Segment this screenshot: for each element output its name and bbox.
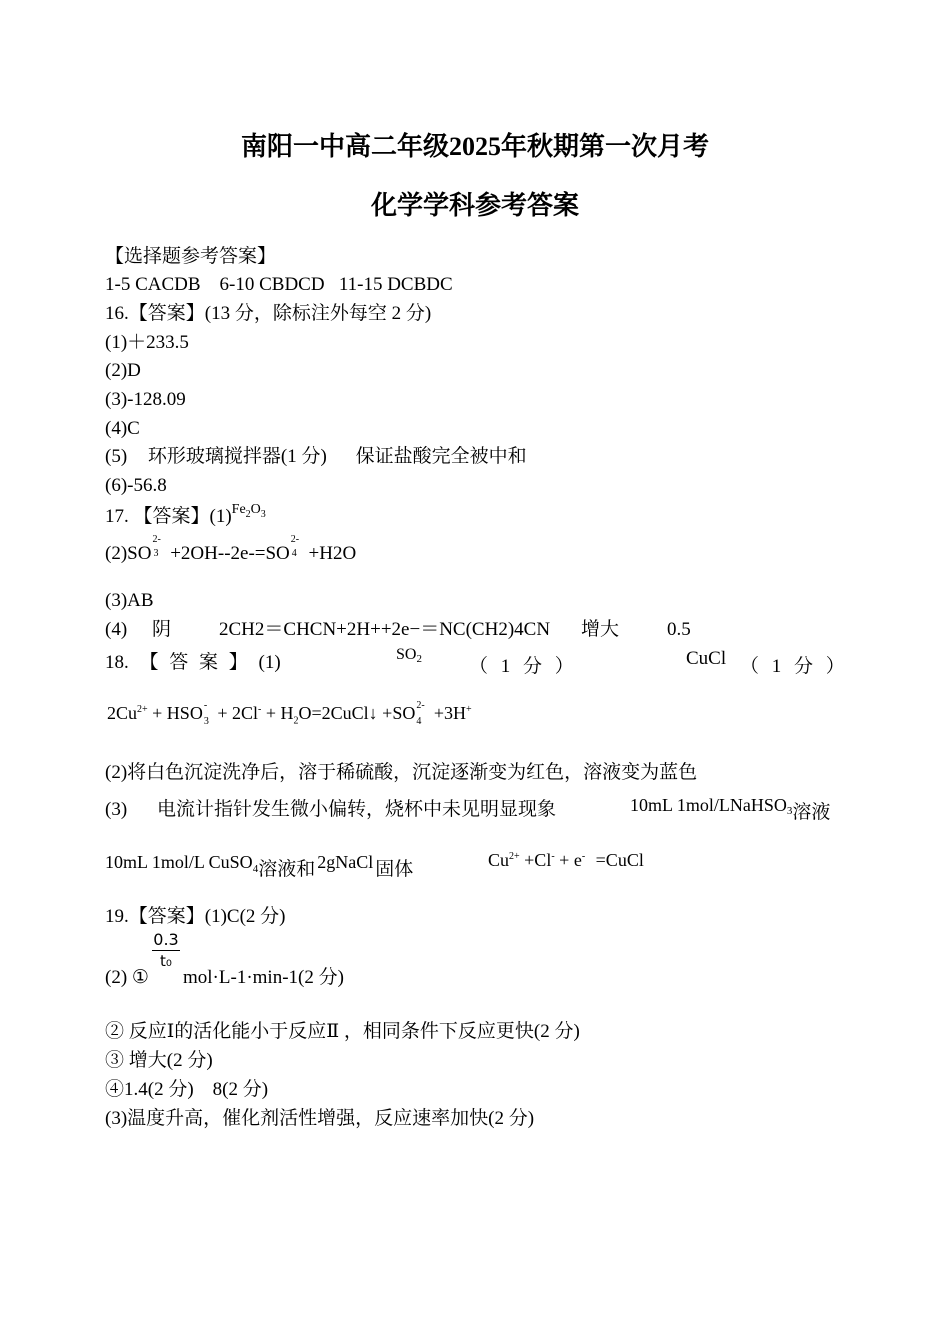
ee-sup2: - [551,851,555,862]
q18-solution-1 [630,790,831,823]
ee-sup3: - [581,851,586,862]
q18-equation [107,700,472,727]
q17-a4-value: 0.5 [667,619,691,640]
sol2-subscript: 4 [252,863,259,875]
sol1-text: 10mL 1mol/LNaHSO [630,795,787,815]
o-subscript: 3 [260,509,266,520]
eq-ion-so4 [415,700,429,727]
q19-answer-3: (3)温度升高，催化剂活性增强，反应速率加快(2 分) [105,1108,535,1129]
eq-sup5: 2- [416,700,425,711]
q19-answer-2-part4: ④1.4(2 分) 8(2 分) [105,1079,269,1100]
sol2-tail: 溶液和 [258,859,316,880]
q17-answer-1-formula [231,502,266,520]
q17-answer-3: (3)AB [105,590,154,611]
q18-points-1: （ 1 分 ） [469,656,574,677]
q17-answer-4 [105,618,127,642]
eq-part6: +3H [429,703,466,723]
q17-a4-pole: 阴 [152,619,172,640]
q18-answer-3-num: (3) [105,799,128,820]
eq-sup3: - [258,704,262,715]
q17-a2-sub1: 3 [153,548,159,559]
q16-answer-5 [105,445,527,469]
eq-part1: 2Cu [107,703,138,723]
o-text: O [250,502,261,517]
eq-sub4: 2 [293,715,299,727]
q19-answer-2-part2: ② 反应Ⅰ的活化能小于反应Ⅱ ，相同条件下反应更快(2 分) [105,1021,580,1042]
q18-points-2: （ 1 分 ） [740,656,845,677]
page-subtitle: 化学学科参考答案 [370,191,579,220]
q16-answer-6: (6)-56.8 [105,475,167,496]
eq-sub2: 3 [203,716,209,727]
q17-a2-sub2: 4 [291,548,297,559]
sol1-tail: 溶液 [792,802,831,823]
q17-a2-part1: (2)SO [105,543,152,564]
q16-answer-1: (1)＋233.5 [105,332,189,353]
eq-part3: + 2Cl [212,703,258,723]
q17-a2-sup2: 2- [290,534,300,545]
so2-text: SO [396,646,417,663]
q16-answer-2: (2)D [105,360,141,381]
q17-a2-part3: +H2O [308,543,357,564]
ee-part2: +Cl [519,850,552,870]
eq-ion-hso3 [203,700,213,727]
eq-part5: O=2CuCl↓ +SO [298,703,416,723]
q18-solution-2 [105,847,414,880]
q17-a4-num: (4) [105,619,128,640]
q17-a4-equation: 2CH2＝CHCN+2H++2e−＝NC(CH2)4CN [219,619,551,640]
eq-sup6: + [465,704,472,715]
sol2-text: 10mL 1mol/L CuSO [105,852,253,872]
q19-answer-2-prefix: (2) ① [105,967,149,988]
nacl-text: 2gNaCl [317,852,374,872]
q18-answer-3-text: 电流计指针发生微小偏转，烧杯中未见明显现象 [157,799,557,820]
q17-a2-sup1: 2- [152,534,161,545]
so2-subscript: 2 [416,653,422,665]
eq-sup2: - [203,700,208,711]
q17-heading-text: 17. 【答案】(1) [105,506,232,527]
q18-answer-2: (2)将白色沉淀洗净后，溶于稀硫酸，沉淀逐渐变为红色，溶液变为蓝色 [105,762,698,783]
eq-sup1: 2+ [137,704,148,715]
q16-answer-4: (4)C [105,418,140,439]
sol1-subscript: 3 [786,805,793,817]
q19-answer-2-unit: mol·L-1·min-1(2 分) [183,967,344,988]
q17-a2-ion2 [290,534,304,562]
fraction-numerator: 0.3 [153,930,179,949]
eq-part2: + HSO [147,703,203,723]
q17-a2-part2: +2OH--2e-=SO [170,543,290,564]
solid-text: 固体 [375,859,414,880]
fraction-denominator: t₀ [160,952,172,970]
q17-heading [105,502,266,532]
mc-heading: 【选择题参考答案】 [105,246,277,267]
fe-text: Fe [231,502,246,517]
fe-subscript: 2 [245,509,251,520]
q16-answer-5-text1: 环形玻璃搅拌器(1 分) [147,446,327,467]
q18-electrode-equation [488,850,644,871]
q17-a4-change: 增大 [581,619,620,640]
q18-heading: 18. 【 答 案 】 (1) [105,652,281,673]
q16-answer-5-text2: 保证盐酸完全被中和 [355,446,527,467]
q16-answer-3: (3)-128.09 [105,389,186,410]
q16-answer-5-num: (5) [105,446,128,467]
ee-cu: Cu [488,850,510,870]
q19-answer-2-part3: ③ 增大(2 分) [105,1050,213,1071]
q16-heading: 16.【答案】(13 分，除标注外每空 2 分) [105,303,432,324]
q17-answer-2 [105,534,357,566]
ee-part4: =CuCl [591,850,644,870]
q19-fraction [150,930,182,971]
ee-sup1: 2+ [509,851,520,862]
q18-so2 [396,646,422,664]
ee-part3: + e [554,850,582,870]
page-title: 南阳一中高二年级2025年秋期第一次月考 [240,132,709,161]
q18-cucl: CuCl [686,648,727,669]
mc-answers: 1-5 CACDB 6-10 CBDCD 11-15 DCBDC [105,274,453,295]
eq-sub5: 4 [416,716,422,727]
q17-a2-ion1 [151,534,165,562]
eq-part4: + H [261,703,294,723]
q19-heading: 19.【答案】(1)C(2 分) [105,906,286,927]
